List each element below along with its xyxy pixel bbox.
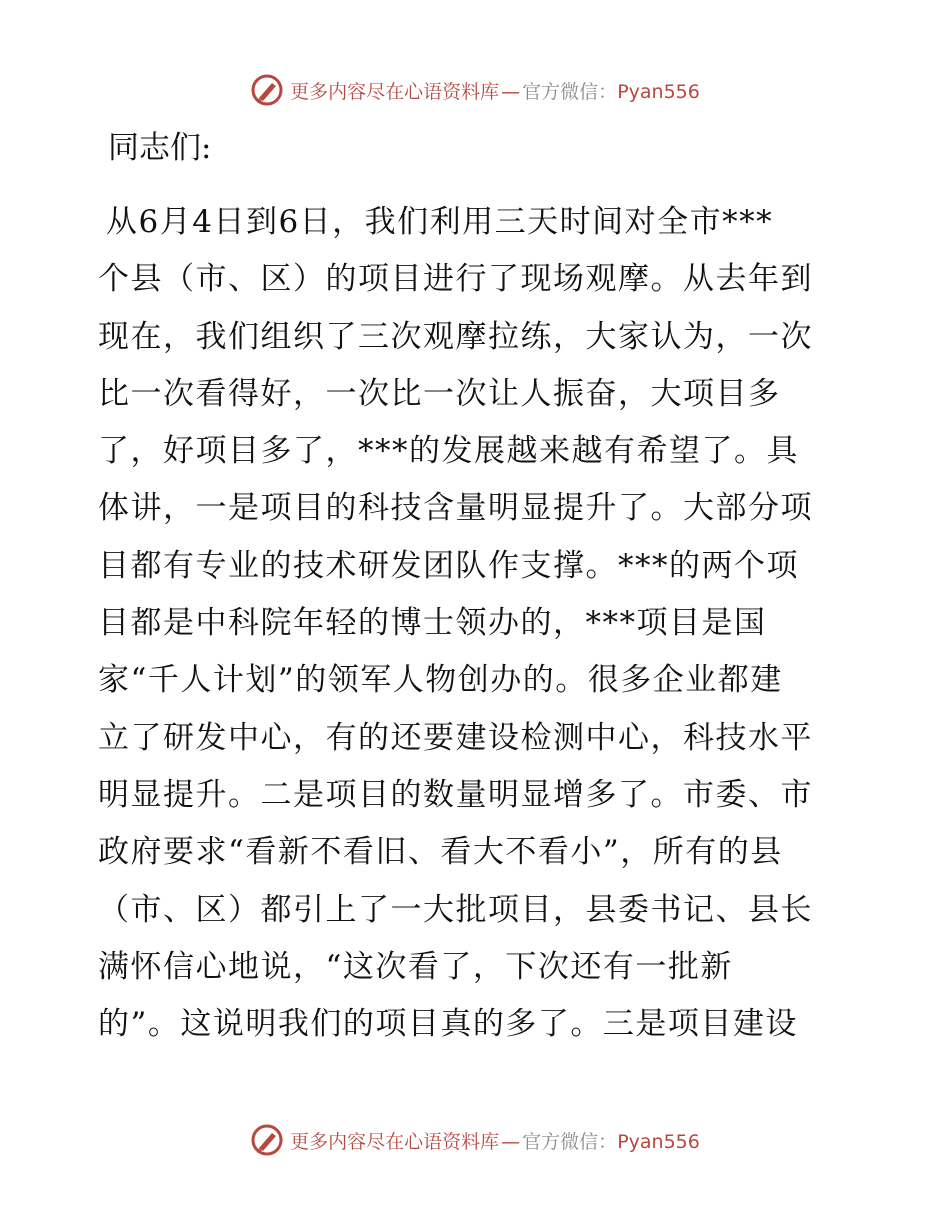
watermark-text: 更多内容尽在心语资料库 — 官方微信：Pyan556 <box>290 80 700 103</box>
pen-logo-icon <box>250 73 284 107</box>
text-line: 个县（市、区）的项目进行了现场观摩。从去年到 <box>98 261 813 298</box>
text-line: 满怀信心地说，“这次看了，下次还有一批新 <box>98 948 733 985</box>
watermark-header <box>0 70 950 110</box>
text-line: 政府要求“看新不看旧、看大不看小”，所有的县 <box>98 834 783 871</box>
text-line: 目都是中科院年轻的博士领办的，***项目是国 <box>98 605 767 642</box>
watermark-footer <box>0 1120 950 1160</box>
text-line: 了，好项目多了，***的发展越来越有希望了。具 <box>98 433 799 470</box>
text-line: 家“千人计划”的领军人物创办的。很多企业都建 <box>98 662 783 699</box>
text-line: 目都有专业的技术研发团队作支撑。***的两个项 <box>98 547 799 584</box>
text-line: 从6月4日到6日，我们利用三天时间对全市*** <box>106 204 774 240</box>
text-line: 的”。这说明我们的项目真的多了。三是项目建设 <box>98 1006 798 1043</box>
text-line: 立了研发中心，有的还要建设检测中心，科技水平 <box>98 719 813 756</box>
text-line: 比一次看得好，一次比一次让人振奋，大项目多 <box>98 375 781 412</box>
text-line: 体讲，一是项目的科技含量明显提升了。大部分项 <box>98 490 813 527</box>
text-line: （市、区）都引上了一大批项目，县委书记、县长 <box>98 891 813 928</box>
text-line: 明显提升。二是项目的数量明显增多了。市委、市 <box>98 776 813 813</box>
salutation: 同志们: <box>108 130 212 166</box>
body-paragraph <box>98 194 858 1053</box>
watermark-text: 更多内容尽在心语资料库 — 官方微信：Pyan556 <box>290 1130 700 1153</box>
pen-logo-icon <box>250 1123 284 1157</box>
text-line: 现在，我们组织了三次观摩拉练，大家认为，一次 <box>98 318 813 355</box>
